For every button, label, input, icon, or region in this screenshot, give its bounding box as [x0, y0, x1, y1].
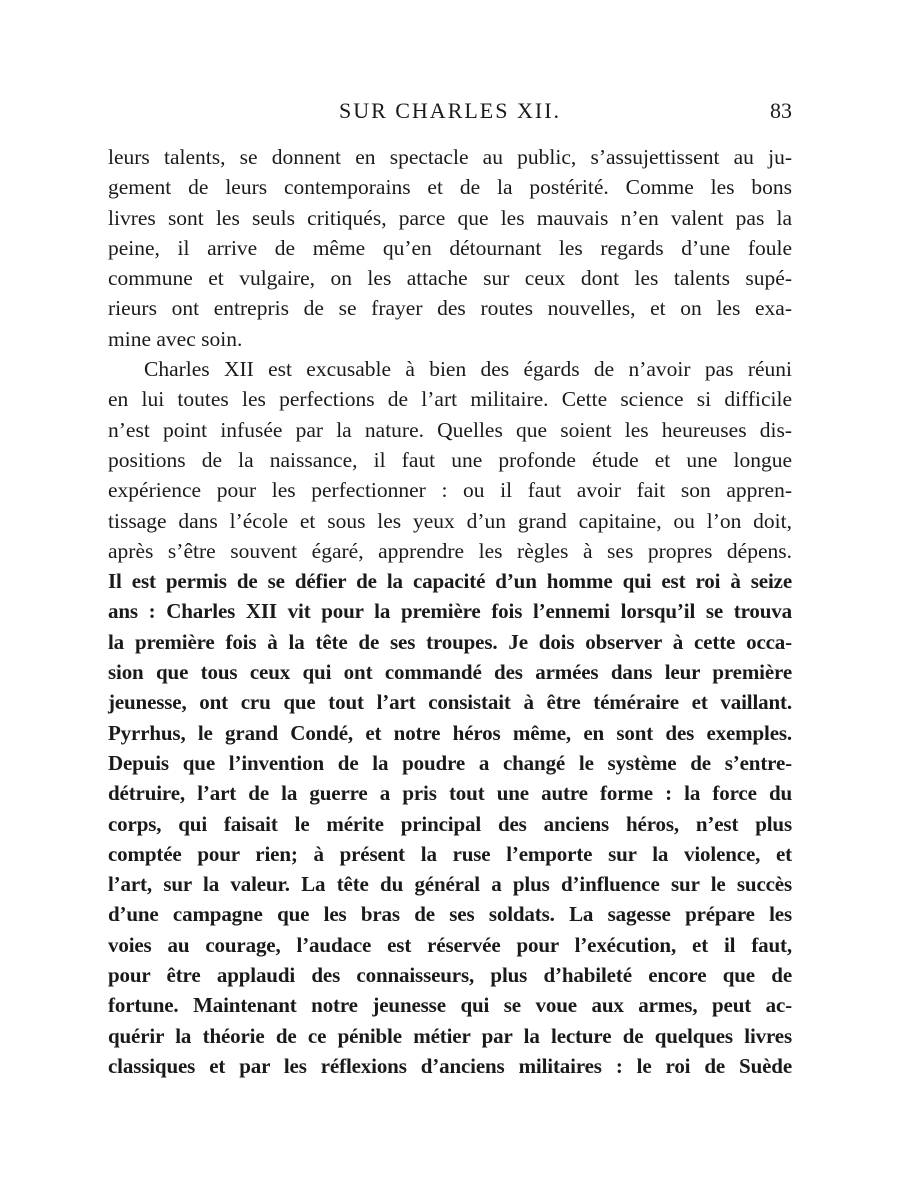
- text-line: l’art, sur la valeur. La tête du général a plus d’influence sur le succès: [108, 872, 792, 897]
- text-line: tissage dans l’école et sous les yeux d’un grand capitaine, ou l’on doit,: [108, 508, 792, 533]
- text-line: ans : Charles XII vit pour la première fois l’ennemi lorsqu’il se trouva: [108, 599, 792, 624]
- text-line: leurs talents, se donnent en spectacle au public, s’assujettissent au ju-: [108, 145, 792, 169]
- text-line: Charles XII est excusable à bien des égards de n’avoir pas réuni: [144, 357, 792, 382]
- text-line: positions de la naissance, il faut une profonde étude et une longue: [108, 447, 792, 472]
- text-line: fortune. Maintenant notre jeunesse qui se voue aux armes, peut ac-: [108, 993, 792, 1018]
- text-line: classiques et par les réflexions d’anciens militaires : le roi de Suède: [108, 1053, 792, 1078]
- text-line: d’une campagne que les bras de ses soldats. La sagesse prépare les: [108, 902, 792, 927]
- paragraph: [108, 142, 792, 354]
- text-line: expérience pour les perfectionner : ou il faut avoir fait son appren-: [108, 478, 792, 503]
- text-line: voies au courage, l’audace est réservée pour l’exécution, et il faut,: [108, 932, 792, 957]
- text-line: pour être applaudi des connaisseurs, plus d’habileté encore que de: [108, 963, 792, 988]
- text-line: comptée pour rien; à présent la ruse l’emporte sur la violence, et: [108, 841, 792, 866]
- text-line: après s’être souvent égaré, apprendre les règles à ses propres dépens.: [108, 538, 792, 563]
- page-number: 83: [770, 98, 792, 123]
- text-line: Pyrrhus, le grand Condé, et notre héros même, en sont des exemples.: [108, 720, 792, 745]
- running-header: [108, 96, 792, 126]
- text-line: mine avec soin.: [108, 326, 243, 351]
- text-line: Depuis que l’invention de la poudre a changé le système de s’entre-: [108, 750, 792, 775]
- text-line: rieurs ont entrepris de se frayer des routes nouvelles, et on les exa-: [108, 296, 792, 321]
- text-line: livres sont les seuls critiqués, parce que les mauvais n’en valent pas la: [108, 205, 792, 230]
- text-line: gement de leurs contemporains et de la postérité. Comme les bons: [108, 175, 792, 200]
- body-text: [108, 142, 792, 1081]
- paragraph: [108, 354, 792, 1081]
- text-line: quérir la théorie de ce pénible métier par la lecture de quelques livres: [108, 1023, 792, 1048]
- text-line: jeunesse, ont cru que tout l’art consistait à être téméraire et vaillant.: [108, 690, 792, 715]
- text-line: en lui toutes les perfections de l’art militaire. Cette science si difficile: [108, 387, 792, 412]
- text-line: corps, qui faisait le mérite principal des anciens héros, n’est plus: [108, 811, 792, 836]
- text-line: peine, il arrive de même qu’en détournant les regards d’une foule: [108, 235, 792, 260]
- running-title: SUR CHARLES XII.: [338, 98, 562, 123]
- text-line: Il est permis de se défier de la capacité d’un homme qui est roi à seize: [108, 569, 792, 594]
- text-line: n’est point infusée par la nature. Quelles que soient les heureuses dis-: [108, 417, 792, 442]
- text-line: détruire, l’art de la guerre a pris tout une autre forme : la force du: [108, 781, 792, 806]
- text-line: la première fois à la tête de ses troupes. Je dois observer à cette occa-: [108, 629, 792, 654]
- text-line: sion que tous ceux qui ont commandé des armées dans leur première: [108, 660, 792, 685]
- text-line: commune et vulgaire, on les attache sur ceux dont les talents supé-: [108, 266, 792, 291]
